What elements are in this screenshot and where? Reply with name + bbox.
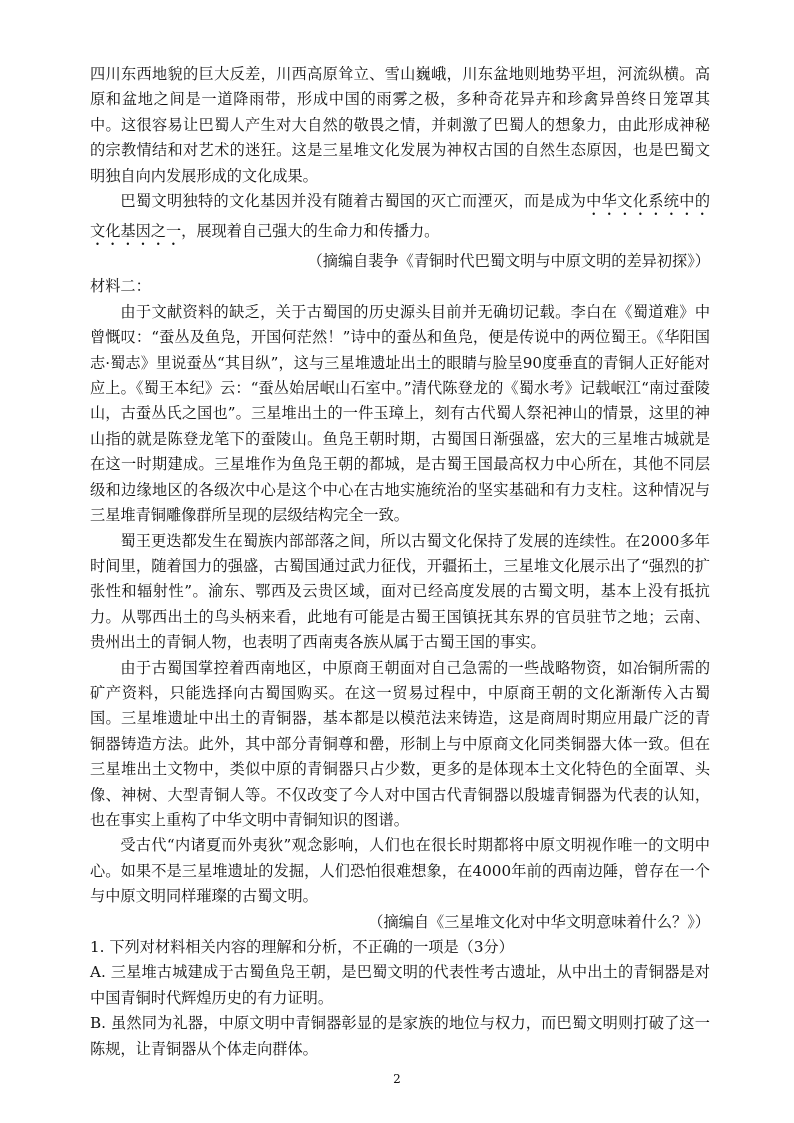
paragraph-6: 受古代“内诸夏而外夷狄”观念影响，人们也在很长时期都将中原文明视作唯一的文明中心。如果不是三星堆遗址的发掘，人们恐怕很难想象，在4000年前的西南边陲，曾存在一个与中原文明同样璀璨的古蜀文明。 [90, 836, 710, 906]
question-1: 1. 下列对材料相关内容的理解和分析，不正确的一项是（3分） [90, 938, 514, 956]
source-citation-1: （摘编自裴争《青铜时代巴蜀文明与中原文明的差异初探》） [307, 252, 710, 271]
page-number: 2 [393, 1072, 401, 1086]
document-page [90, 62, 710, 1062]
paragraph-4: 蜀王更迭都发生在蜀族内部部落之间，所以古蜀文化保持了发展的连续性。在2000多年时间里，随着国力的强盛，古蜀国通过武力征伐，开疆拓土，三星堆文化展示出了“强烈的扩张性和辐射性”。渝东、鄂西及云贵区域，面对已经高度发展的古蜀文明，基本上没有抵抗力。从鄂西出土的鸟头柄来看，此地有可能是古蜀王国镇抚其东界的官员驻节之地；云南、贵州出土的青铜人物，也表明了西南夷各族从属于古蜀王国的事实。 [90, 531, 710, 652]
paragraph-3: 由于文献资料的缺乏，关于古蜀国的历史源头目前并无确切记载。李白在《蜀道难》中曾慨叹：“蚕丛及鱼凫，开国何茫然！”诗中的蚕丛和鱼凫，便是传说中的两位蜀王。《华阳国志·蜀志》里说蚕丛“其目纵”，这与三星堆遗址出土的眼睛与脸呈90度垂直的青铜人正好能对应上。《蜀王本纪》云：“蚕丛始居岷山石室中。”清代陈登龙的《蜀水考》记载岷江“南过蚕陵山，古蚕丛氏之国也”。三星堆出土的一件玉璋上，刻有古代蜀人祭祀神山的情景，这里的神山指的就是陈登龙笔下的蚕陵山。鱼凫王朝时期，古蜀国日渐强盛，宏大的三星堆古城就是在这一时期建成。三星堆作为鱼凫王朝的都城，是古蜀王国最高权力中心所在，其他不同层级和边缘地区的各级次中心是这个中心在古地实施统治的坚实基础和有力支柱。这种情况与三星堆青铜雕像群所呈现的层级结构完全一致。 [90, 302, 710, 525]
option-b: B. 虽然同为礼器，中原文明中青铜器彰显的是家族的地位与权力，而巴蜀文明则打破了这一陈规，让青铜器从个体走向群体。 [90, 1014, 710, 1058]
emphasized-phrase: 中华文化系统中的文化基因之一 [90, 192, 711, 241]
source-citation-2: （摘编自《三星堆文化对中华文明意味着什么？》） [368, 912, 710, 931]
paragraph-5: 由于古蜀国掌控着西南地区，中原商王朝面对自己急需的一些战略物资，如冶铜所需的矿产资料，只能选择向古蜀国购买。在这一贸易过程中，中原商王朝的文化渐渐传入古蜀国。三星堆遗址中出土的青铜器，基本都是以模范法来铸造，这是商周时期应用最广泛的青铜器铸造方法。此外，其中部分青铜尊和罍，形制上与中原商文化同类铜器大体一致。但在三星堆出土文物中，类似中原的青铜器只占少数，更多的是体现本土文化特色的全面罩、头像、神树、大型青铜人等。不仅改变了今人对中国古代青铜器以殷墟青铜器为代表的认知，也在事实上重构了中华文明中青铜知识的图谱。 [90, 658, 710, 829]
option-a: A. 三星堆古城建成于古蜀鱼凫王朝，是巴蜀文明的代表性考古遗址，从中出土的青铜器是对中国青铜时代辉煌历史的有力证明。 [90, 963, 710, 1007]
paragraph-2 [90, 189, 710, 249]
paragraph-2-part-c: ，展现着自己强大的生命力和传播力。 [181, 222, 440, 241]
material-2-heading: 材料二： [90, 277, 151, 296]
paragraph-1: 四川东西地貌的巨大反差，川西高原耸立、雪山巍峨，川东盆地则地势平坦，河流纵横。高原和盆地之间是一道降雨带，形成中国的雨雾之极，多种奇花异卉和珍禽异兽终日笼罩其中。这很容易让巴蜀人产生对大自然的敬畏之情，并刺激了巴蜀人的想象力，由此形成神秘的宗教情结和对艺术的迷狂。这是三星堆文化发展为神权古国的自然生态原因，也是巴蜀文明独自向内发展形成的文化成果。 [90, 65, 710, 185]
paragraph-2-part-a: 巴蜀文明独特的文化基因并没有随着古蜀国的灭亡而湮灭，而是成为 [120, 192, 587, 211]
